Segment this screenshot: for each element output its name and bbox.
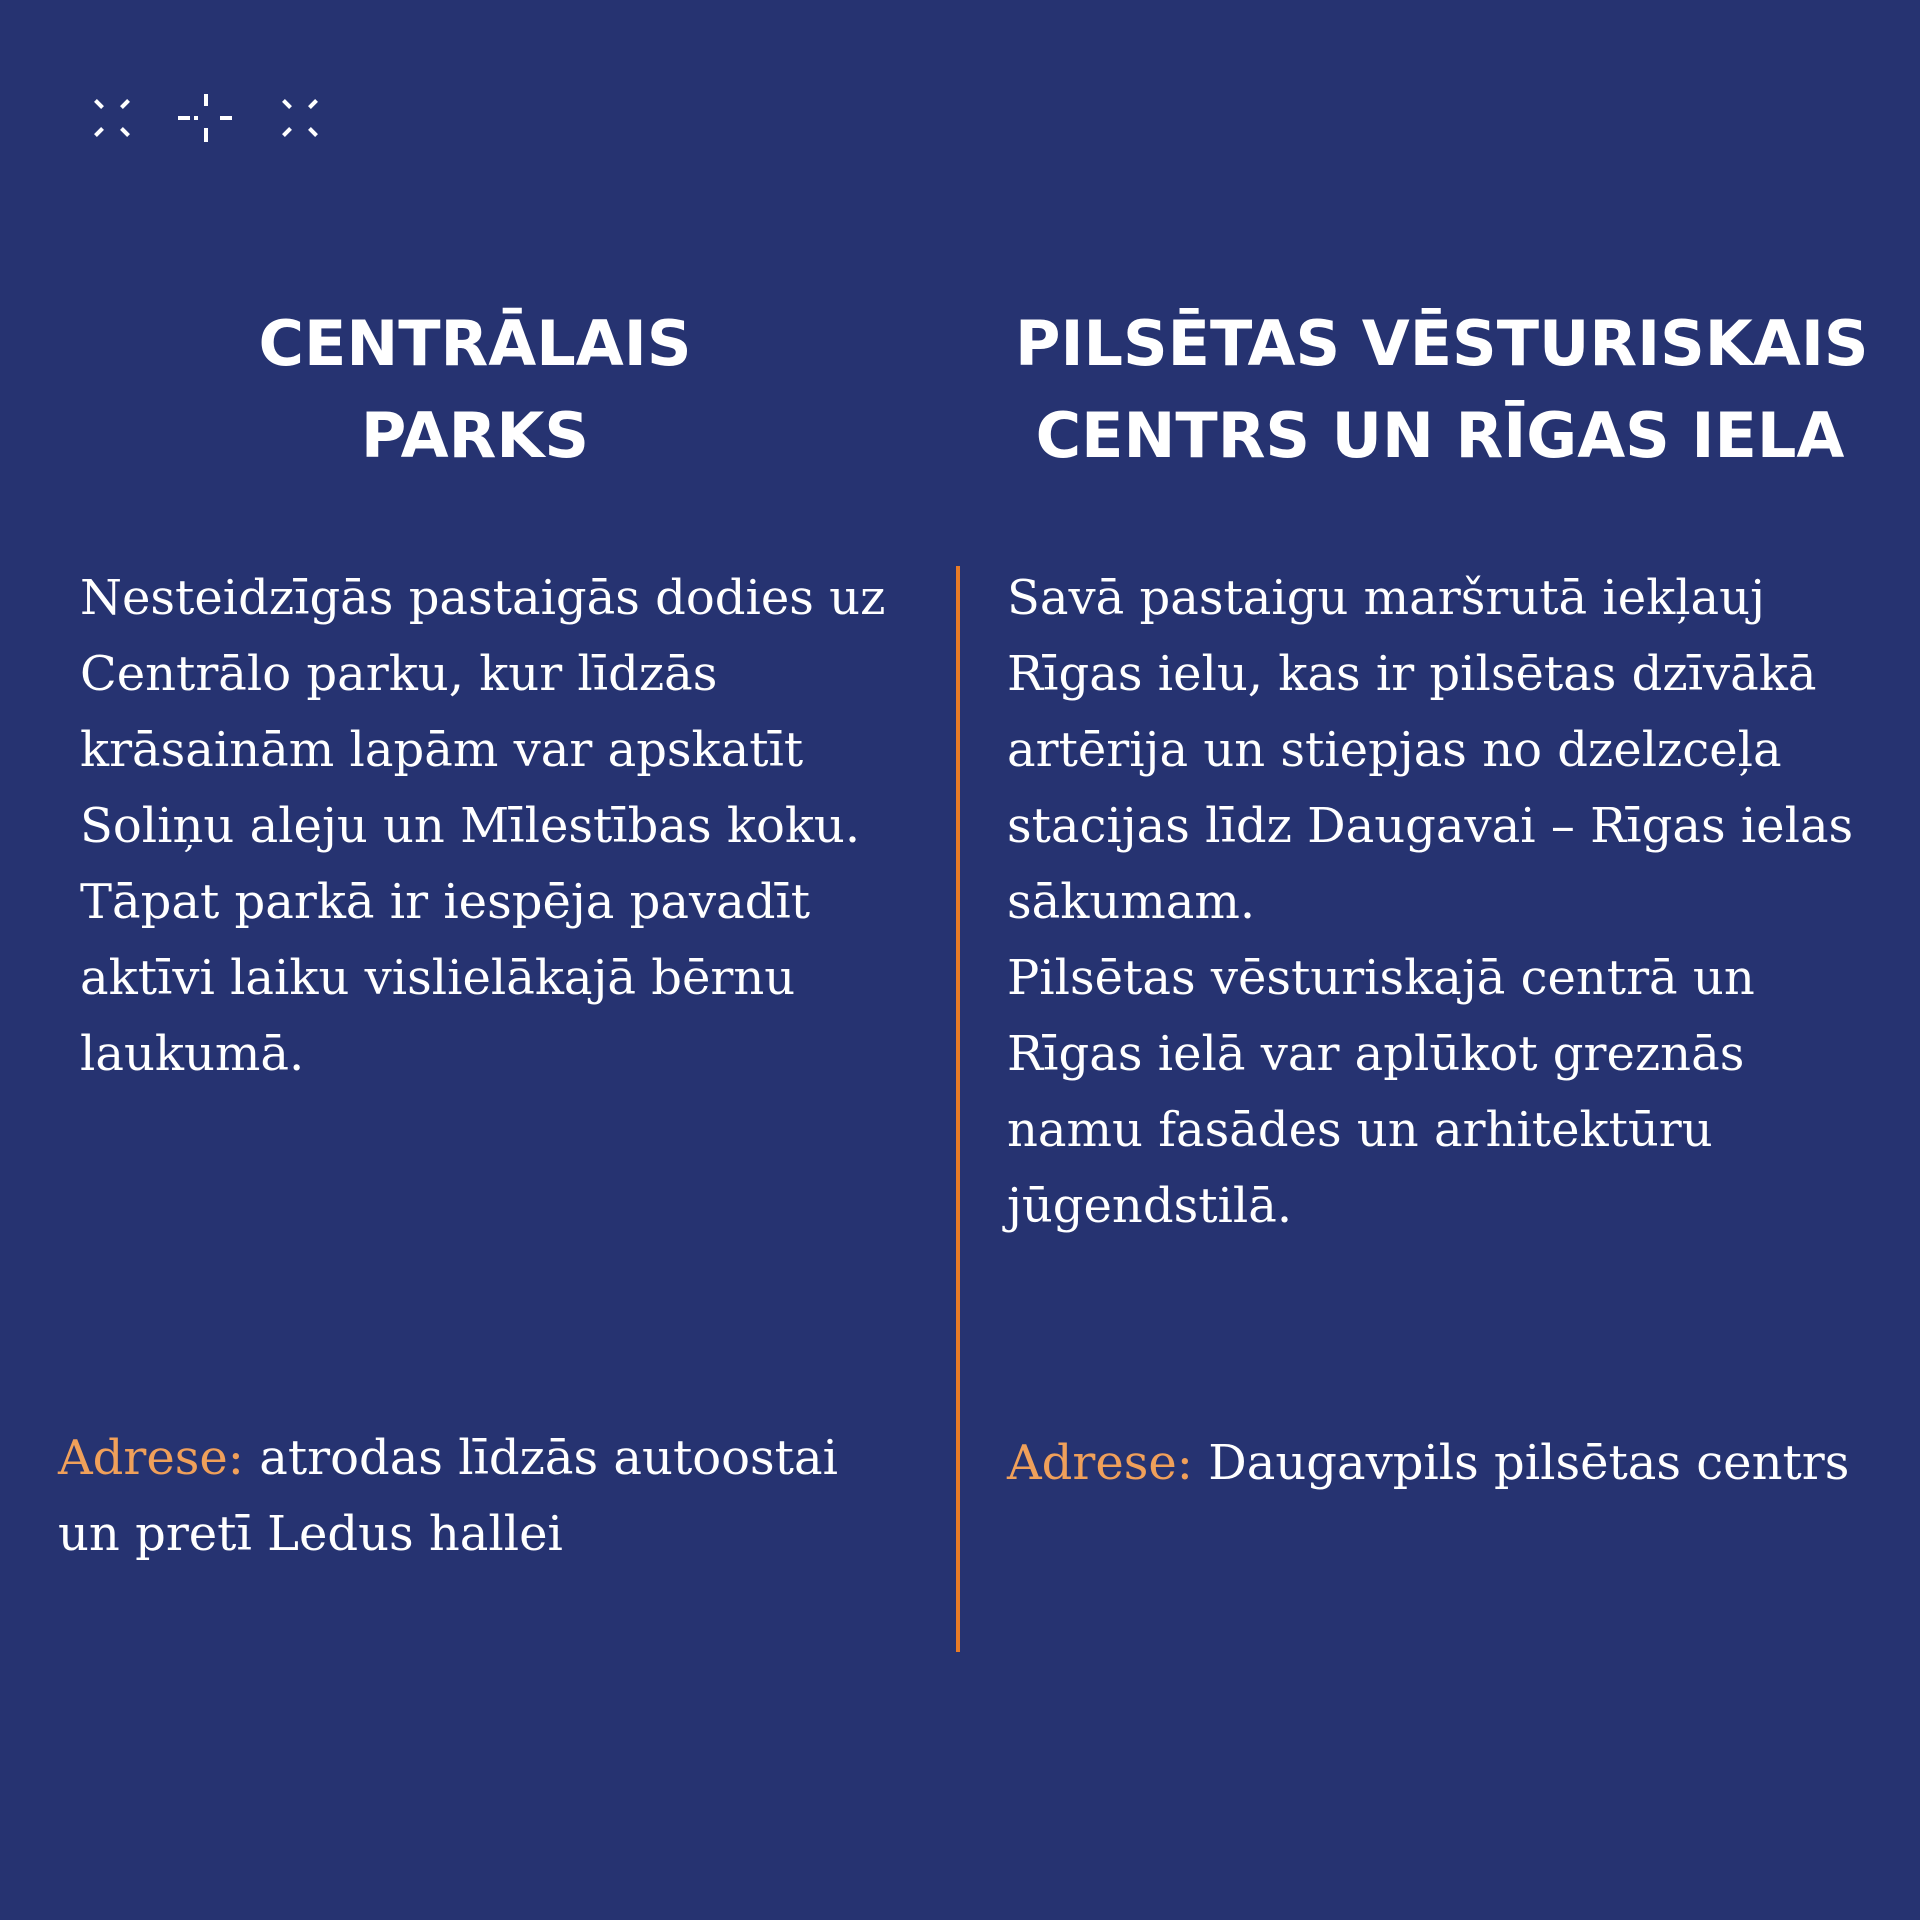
right-column-description [1007, 560, 1853, 1244]
left-address-line [58, 1420, 838, 1496]
address-text: atrodas līdzās autoostai [243, 1430, 838, 1486]
right-body-line: stacijas līdz Daugavai – Rīgas ielas [1007, 798, 1854, 854]
left-column-title [190, 298, 760, 482]
right-body-line: jūgendstilā. [1007, 1178, 1293, 1234]
right-address-line [1007, 1425, 1849, 1501]
sparkle-dots-logo-icon [88, 92, 328, 144]
left-title-line: PARKS [360, 399, 590, 472]
left-body-line: Nesteidzīgās pastaigās dodies uz [80, 570, 886, 626]
right-body-line: sākumam. [1007, 874, 1256, 930]
left-body-line: aktīvi laiku vislielākajā bērnu [80, 950, 796, 1006]
right-body-line: Rīgas ielā var aplūkot greznās [1007, 1026, 1745, 1082]
right-title-line: PILSĒTAS VĒSTURISKAIS [1015, 307, 1869, 380]
address-text: Daugavpils pilsētas centrs [1192, 1435, 1850, 1491]
left-title-line: CENTRĀLAIS [258, 307, 692, 380]
right-body-line: namu fasādes un arhitektūru [1007, 1102, 1713, 1158]
left-address-line: un pretī Ledus hallei [58, 1506, 563, 1562]
left-address [58, 1420, 838, 1572]
left-column-description [80, 560, 885, 1092]
left-body-line: krāsainām lapām var apskatīt [80, 722, 804, 778]
left-body-line: Soliņu aleju un Mīlestības koku. [80, 798, 861, 854]
right-title-line: CENTRS UN RĪGAS IELA [1035, 399, 1845, 472]
right-column-title [1015, 298, 1869, 482]
right-body-line: Pilsētas vēsturiskajā centrā un [1007, 950, 1755, 1006]
right-body-line: Savā pastaigu maršrutā iekļauj [1007, 570, 1765, 626]
column-divider [956, 566, 960, 1652]
address-label: Adrese: [58, 1430, 244, 1486]
left-body-line: Centrālo parku, kur līdzās [80, 646, 718, 702]
left-body-line: laukumā. [80, 1026, 305, 1082]
left-body-line: Tāpat parkā ir iespēja pavadīt [80, 874, 811, 930]
right-body-line: Rīgas ielu, kas ir pilsētas dzīvākā [1007, 646, 1817, 702]
right-body-line: artērija un stiepjas no dzelzceļa [1007, 722, 1782, 778]
address-label: Adrese: [1007, 1435, 1193, 1491]
right-address [1007, 1425, 1849, 1501]
